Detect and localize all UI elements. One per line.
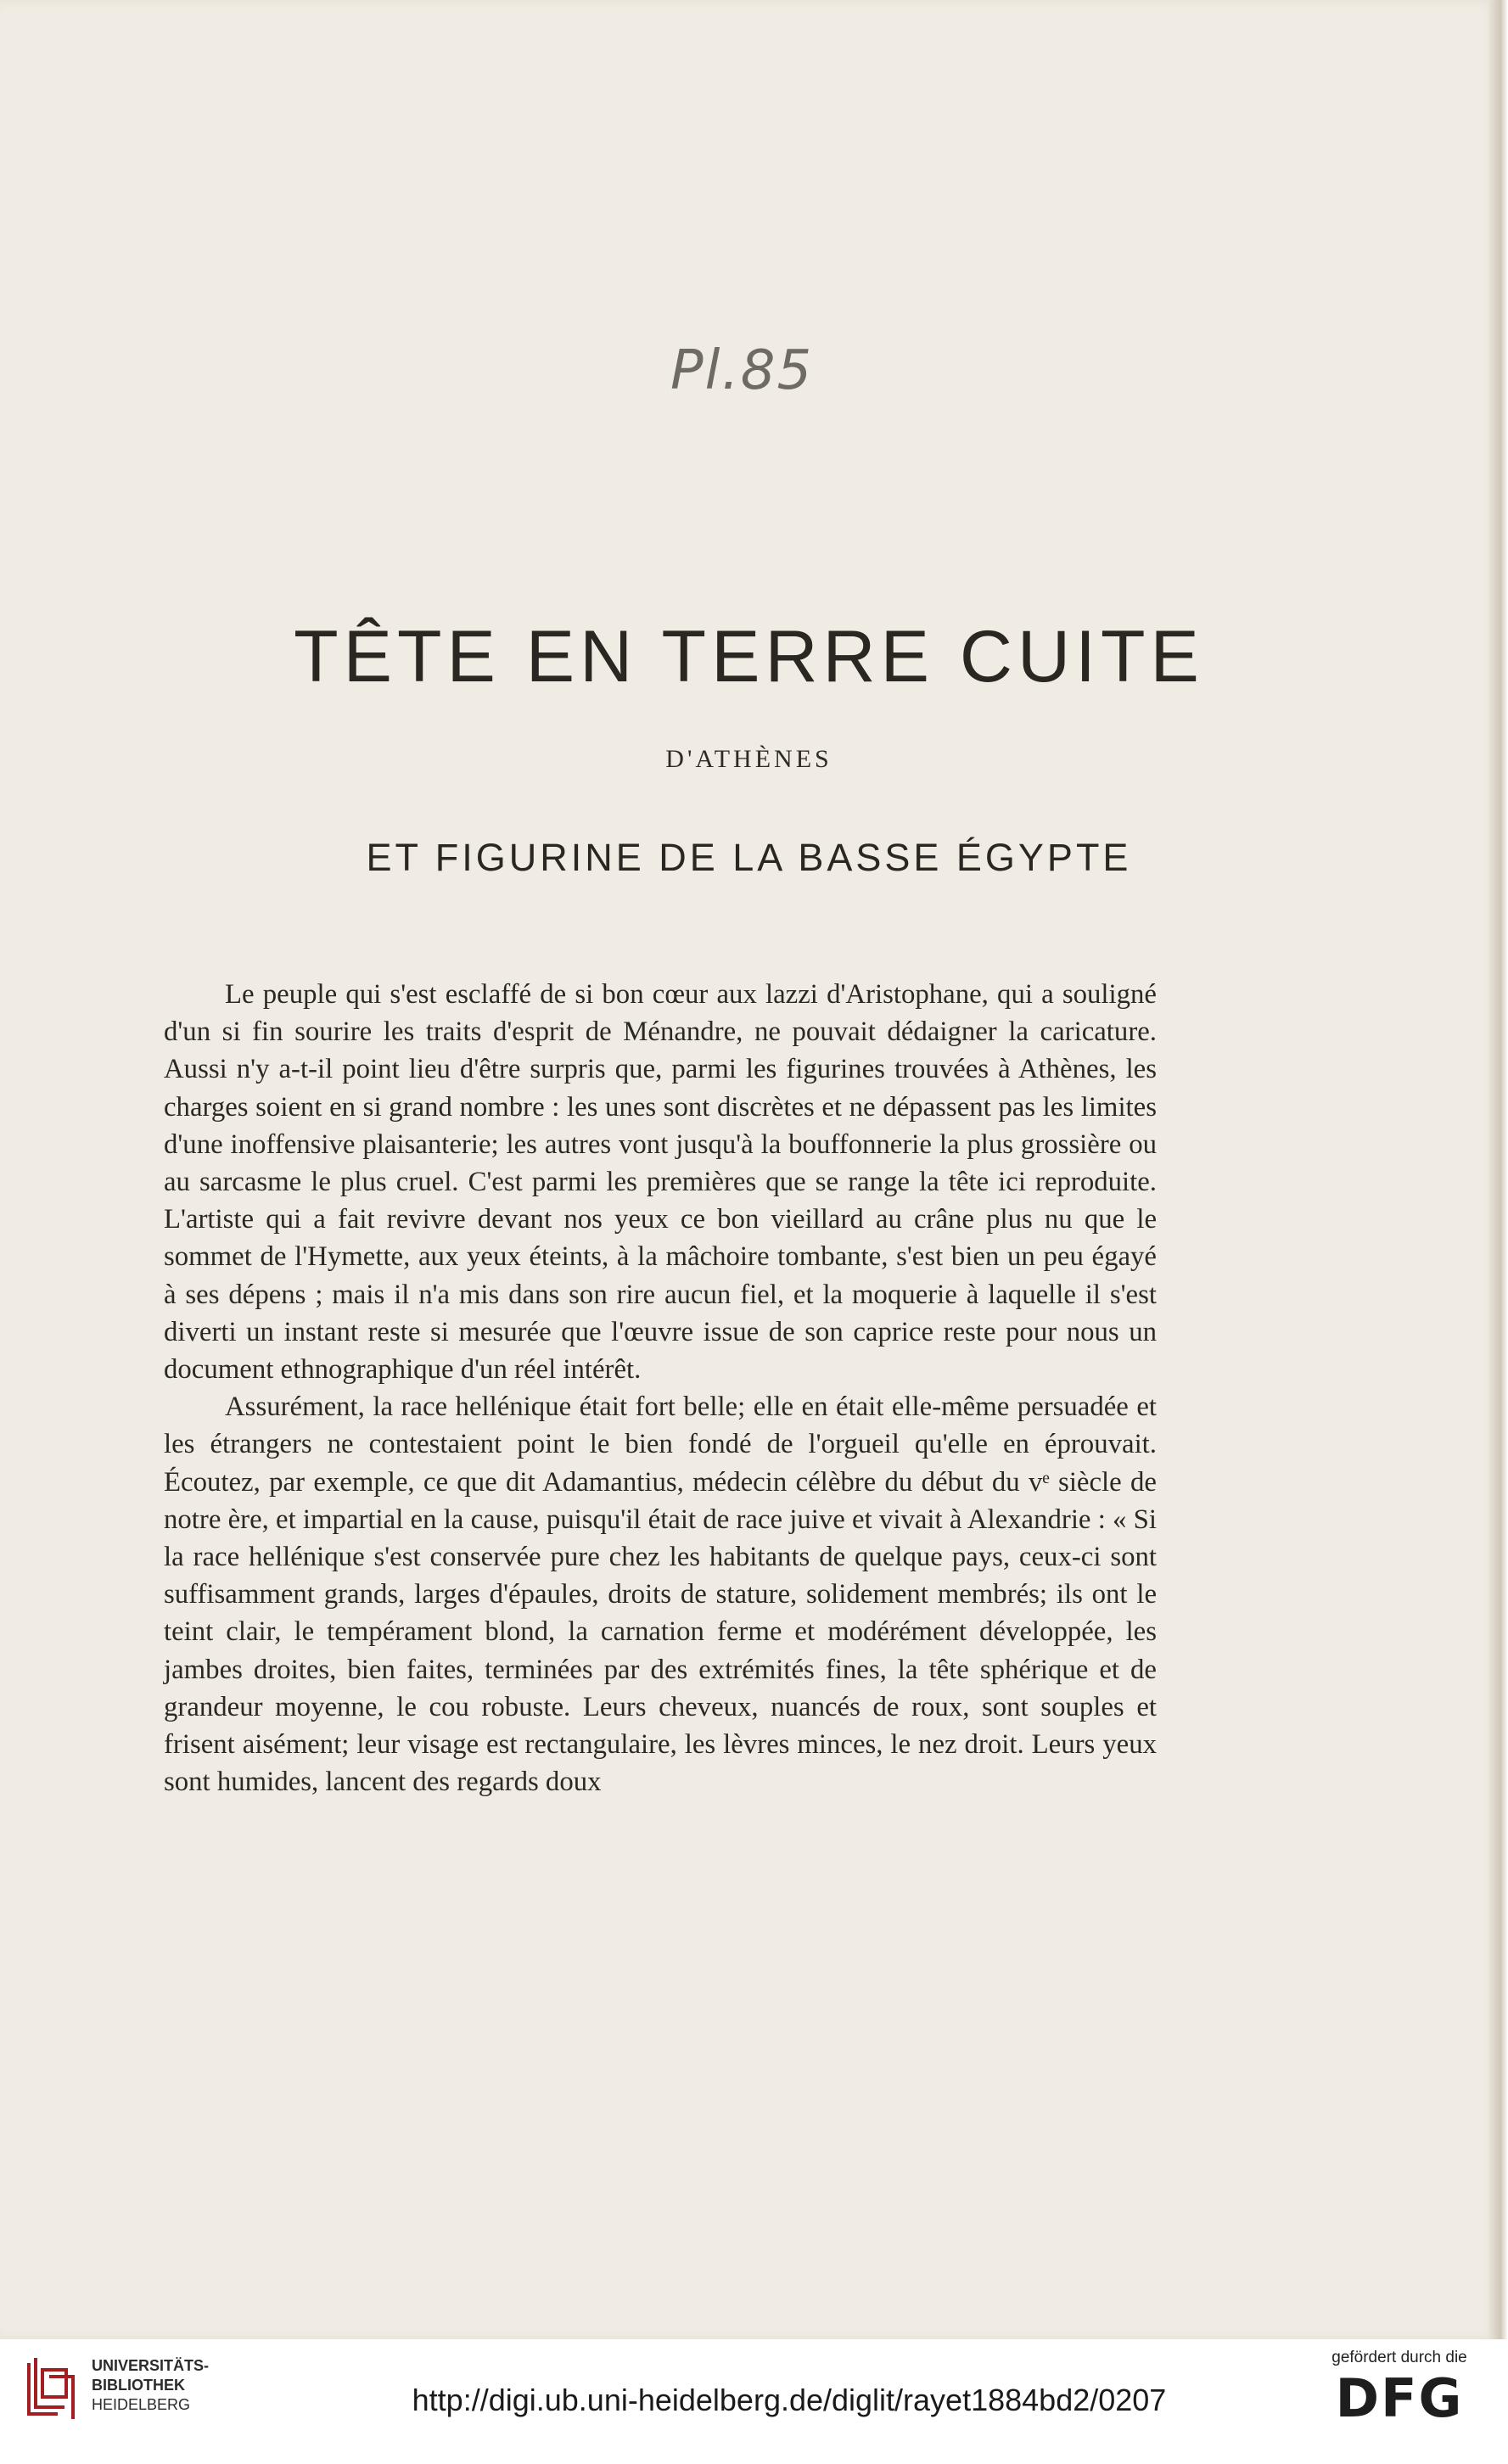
paragraph-1: Le peuple qui s'est esclaffé de si bon cœur aux lazzi d'Aristophane, qui a souligné d'un si fin sourire les traits d'esprit de Ménandre, ne pouvait dédaigner la caricature. Aussi n'y a-t-il point lieu d'être surpris que, parmi les figurines trouvées à Athènes, les charges soient en si grand nombre : les unes sont discrètes et ne dépassent pas les limites d'une inoffensive plaisanterie; les autres vont jusqu'à la bouffonnerie la plus grossière ou au sarcasme le plus cruel. C'est parmi les premières que se range la tête ici reproduite. L'artiste qui a fait revivre devant nos yeux ce bon vieillard au crâne plus nu que le sommet de l'Hymette, aux yeux éteints, à la mâchoire tombante, s'est bien un peu égayé à ses dépens ; mais il n'a mis dans son rire aucun fiel, et la moquerie à laquelle il s'est diverti un instant reste si mesurée que l'œuvre issue de son caprice reste pour nous un document ethnographique d'un réel intérêt.	[164, 979, 1157, 1386]
library-logo-icon	[24, 2355, 78, 2422]
permalink-url[interactable]: http://digi.ub.uni-heidelberg.de/diglit/rayet1884bd2/0207	[412, 2383, 1167, 2417]
library-name-line-3: HEIDELBERG	[92, 2396, 191, 2413]
library-logo	[24, 2355, 210, 2448]
library-name-line-2: BIBLIOTHEK	[92, 2377, 185, 2394]
paragraph-2: Assurément, la race hellénique était fort belle; elle en était elle-même persuadée et les étrangers ne contestaient point le bien fondé de l'orgueil qu'elle en éprouvait. Écoutez, par exemple, ce que dit Adamantius, médecin célèbre du début du vᵉ siècle de notre ère, et impartial en la cause, puisqu'il était de race juive et vivait à Alexandrie : « Si la race hellénique s'est conservée pure chez les habitants de quelque pays, ceux-ci sont suffisamment grands, larges d'épaules, droits de stature, solidement membrés; ils ont le teint clair, le tempérament blond, la carnation ferme et modérément développée, les jambes droites, bien faites, terminées par des extrémités fines, la tête sphérique et de grandeur moyenne, le cou robuste. Leurs cheveux, nuancés de roux, sont souples et frisent aisément; leur visage est rectangulaire, les lèvres minces, le nez droit. Leurs yeux sont humides, lancent des regards doux	[164, 1392, 1157, 1798]
page-title: TÊTE EN TERRE CUITE	[294, 616, 1204, 697]
title-subheading: D'ATHÈNES	[665, 745, 832, 773]
page-edge-shadow	[1489, 0, 1508, 2339]
sponsor-caption: gefördert durch die	[1331, 2349, 1467, 2366]
dfg-logo: DFG	[1335, 2367, 1464, 2429]
library-name	[92, 2356, 209, 2415]
article-body	[164, 976, 1157, 1800]
library-name-line-1: UNIVERSITÄTS-	[92, 2357, 210, 2374]
page-subtitle: ET FIGURINE DE LA BASSE ÉGYPTE	[366, 836, 1132, 879]
handwritten-plate-annotation: Pl.85	[670, 339, 814, 402]
sponsor-block	[1315, 2349, 1484, 2429]
